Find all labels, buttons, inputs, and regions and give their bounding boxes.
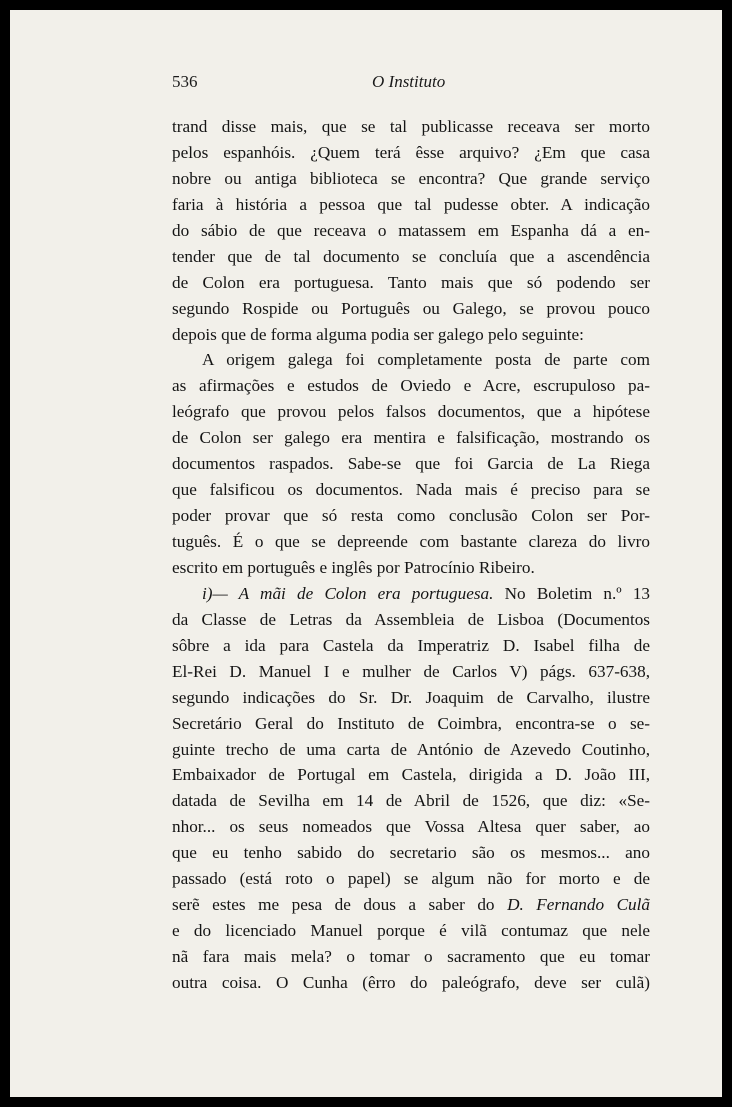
text-line: tuguês. É o que se depreende com bastante clareza do livro [172,532,650,551]
section-heading: — A mãi de Colon era portuguesa. [212,583,494,603]
text-line: as afirmações e estudos de Oviedo e Acre, escrupuloso pa- [172,376,650,396]
page [10,10,722,1097]
text-line: leógrafo que provou pelos falsos documentos, que a hipótese [172,402,650,422]
text-fragment: serẽ estes me pesa de dous a saber do [172,895,495,915]
text-line: da Classe de Letras da Assembleia de Lisboa (Documentos [172,609,650,629]
text-line: nobre ou antiga biblioteca se encontra? Que grande serviço [172,168,650,188]
text-line: depois que de forma alguma podia ser galego pelo seguinte: [172,324,584,344]
text-line: segundo Rospide ou Português ou Galego, se provou pouco [172,298,650,318]
text-line: segundo indicações do Sr. Dr. Joaquim de Carvalho, ilustre [172,687,650,707]
running-title: O Instituto [372,72,446,91]
text-line [172,892,650,918]
text-line: Embaixador de Portugal em Castela, dirigida a D. João III, [172,765,650,785]
text-line: nã fara mais mela? o tomar o sacramento que eu tomar [172,947,650,966]
text-line: faria à história a pessoa que tal pudesse obter. A indicação [172,194,650,214]
section-heading-line [172,581,650,607]
text-line: que eu tenho sabido do secretario são os mesmos... ano [172,843,650,863]
text-line: datada de Sevilha em 14 de Abril de 1526, que diz: «Se- [172,791,650,811]
text-line: nhor... os seus nomeados que Vossa Altesa quer saber, ao [172,817,650,837]
body-text [172,114,650,996]
text-line: passado (está roto o papel) se algum não for morto e de [172,869,650,889]
text-line: sôbre a ida para Castela da Imperatriz D. Isabel filha de [172,635,650,655]
text-line: de Colon ser galego era mentira e falsificação, mostrando os [172,428,650,448]
text-line: trand disse mais, que se tal publicasse receava ser morto [172,117,650,136]
section-marker: i) [202,583,213,603]
text-line: Secretário Geral do Instituto de Coimbra, encontra-se o se- [172,713,650,733]
text-line: escrito em português e inglês por Patrocínio Ribeiro. [172,557,535,577]
text-line: El-Rei D. Manuel I e mulher de Carlos V) págs. 637-638, [172,661,650,681]
text-line: pelos espanhóis. ¿Quem terá êsse arquivo? ¿Em que casa [172,142,650,162]
text-line: do sábio de que receava o matassem em Espanha dá a en- [172,220,650,240]
page-number: 536 [172,72,198,91]
text-fragment: No Boletim n.º 13 [504,583,651,603]
text-line: tender que de tal documento se concluía que a ascendência [172,246,650,266]
text-line: guinte trecho de uma carta de António de Azevedo Coutinho, [172,739,650,759]
text-line: poder provar que só resta como conclusão Colon ser Por- [172,506,650,526]
text-line: que falsificou os documentos. Nada mais é preciso para se [172,480,650,500]
text-line: documentos raspados. Sabe-se que foi Garcia de La Riega [172,454,650,474]
text-line: de Colon era portuguesa. Tanto mais que só podendo ser [172,272,650,292]
page-header [172,72,652,96]
text-line: A origem galega foi completamente posta de parte com [202,350,650,370]
person-name: D. Fernando Culã [507,895,651,915]
text-line: outra coisa. O Cunha (êrro do paleógrafo, deve ser culã) [172,972,650,992]
text-line: e do licenciado Manuel porque é vilã contumaz que nele [172,921,650,941]
